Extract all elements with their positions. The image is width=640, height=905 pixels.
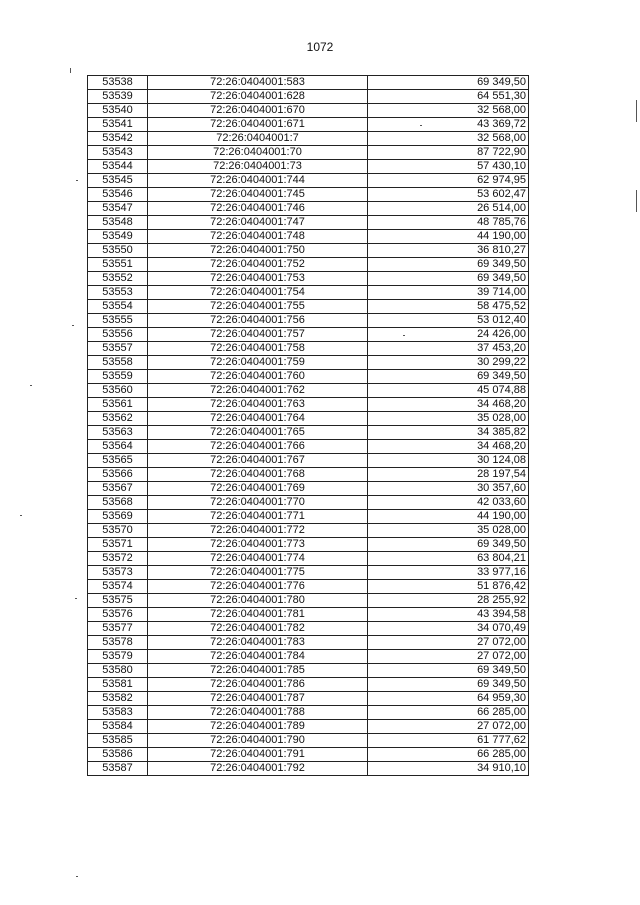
scan-speck xyxy=(76,180,78,181)
row-number-cell: 53543 xyxy=(88,146,148,160)
table-row xyxy=(88,384,529,398)
cadastral-number-cell: 72:26:0404001:790 xyxy=(148,734,368,748)
table-row xyxy=(88,566,529,580)
value-cell: 36 810,27 xyxy=(368,244,529,258)
value-cell: 34 385,82 xyxy=(368,426,529,440)
row-number-cell: 53583 xyxy=(88,706,148,720)
row-number-cell: 53562 xyxy=(88,412,148,426)
table-row xyxy=(88,244,529,258)
table-row xyxy=(88,454,529,468)
cadastral-number-cell: 72:26:0404001:747 xyxy=(148,216,368,230)
row-number-cell: 53586 xyxy=(88,748,148,762)
row-number-cell: 53542 xyxy=(88,132,148,146)
table-row xyxy=(88,552,529,566)
value-cell: 42 033,60 xyxy=(368,496,529,510)
value-cell: 66 285,00 xyxy=(368,706,529,720)
cadastral-number-cell: 72:26:0404001:755 xyxy=(148,300,368,314)
cadastral-number-cell: 72:26:0404001:783 xyxy=(148,636,368,650)
value-cell: 45 074,88 xyxy=(368,384,529,398)
value-cell: 69 349,50 xyxy=(368,370,529,384)
row-number-cell: 53574 xyxy=(88,580,148,594)
value-cell: 34 468,20 xyxy=(368,440,529,454)
cadastral-number-cell: 72:26:0404001:792 xyxy=(148,762,368,776)
value-cell: 24 426,00 xyxy=(368,328,529,342)
cadastral-number-cell: 72:26:0404001:628 xyxy=(148,90,368,104)
table-row xyxy=(88,482,529,496)
cadastral-number-cell: 72:26:0404001:744 xyxy=(148,174,368,188)
value-cell: 53 602,47 xyxy=(368,188,529,202)
cadastral-number-cell: 72:26:0404001:773 xyxy=(148,538,368,552)
value-cell: 26 514,00 xyxy=(368,202,529,216)
cadastral-number-cell: 72:26:0404001:748 xyxy=(148,230,368,244)
table-row xyxy=(88,468,529,482)
registry-table xyxy=(87,75,529,776)
cadastral-number-cell: 72:26:0404001:769 xyxy=(148,482,368,496)
row-number-cell: 53541 xyxy=(88,118,148,132)
row-number-cell: 53575 xyxy=(88,594,148,608)
cadastral-number-cell: 72:26:0404001:757 xyxy=(148,328,368,342)
value-cell: 30 299,22 xyxy=(368,356,529,370)
row-number-cell: 53585 xyxy=(88,734,148,748)
table-row xyxy=(88,412,529,426)
table-row xyxy=(88,650,529,664)
value-cell: 37 453,20 xyxy=(368,342,529,356)
table-row xyxy=(88,594,529,608)
row-number-cell: 53569 xyxy=(88,510,148,524)
value-cell: 27 072,00 xyxy=(368,636,529,650)
value-cell: 87 722,90 xyxy=(368,146,529,160)
table-row xyxy=(88,118,529,132)
value-cell: 53 012,40 xyxy=(368,314,529,328)
table-row xyxy=(88,146,529,160)
scan-speck xyxy=(636,190,637,212)
value-cell: 69 349,50 xyxy=(368,258,529,272)
cadastral-number-cell: 72:26:0404001:789 xyxy=(148,720,368,734)
scan-speck xyxy=(403,335,405,336)
table-row xyxy=(88,272,529,286)
row-number-cell: 53567 xyxy=(88,482,148,496)
cadastral-number-cell: 72:26:0404001:746 xyxy=(148,202,368,216)
row-number-cell: 53547 xyxy=(88,202,148,216)
table-row xyxy=(88,720,529,734)
table-row xyxy=(88,258,529,272)
value-cell: 35 028,00 xyxy=(368,412,529,426)
cadastral-number-cell: 72:26:0404001:752 xyxy=(148,258,368,272)
table-row xyxy=(88,132,529,146)
table-row xyxy=(88,202,529,216)
value-cell: 30 124,08 xyxy=(368,454,529,468)
row-number-cell: 53557 xyxy=(88,342,148,356)
table-row xyxy=(88,580,529,594)
table-row xyxy=(88,370,529,384)
scan-speck xyxy=(20,515,22,516)
cadastral-number-cell: 72:26:0404001:764 xyxy=(148,412,368,426)
cadastral-number-cell: 72:26:0404001:759 xyxy=(148,356,368,370)
row-number-cell: 53578 xyxy=(88,636,148,650)
row-number-cell: 53559 xyxy=(88,370,148,384)
cadastral-number-cell: 72:26:0404001:745 xyxy=(148,188,368,202)
row-number-cell: 53587 xyxy=(88,762,148,776)
cadastral-number-cell: 72:26:0404001:786 xyxy=(148,678,368,692)
row-number-cell: 53566 xyxy=(88,468,148,482)
cadastral-number-cell: 72:26:0404001:7 xyxy=(148,132,368,146)
table-row xyxy=(88,734,529,748)
row-number-cell: 53577 xyxy=(88,622,148,636)
value-cell: 27 072,00 xyxy=(368,720,529,734)
value-cell: 34 468,20 xyxy=(368,398,529,412)
cadastral-number-cell: 72:26:0404001:785 xyxy=(148,664,368,678)
value-cell: 43 369,72 xyxy=(368,118,529,132)
value-cell: 69 349,50 xyxy=(368,678,529,692)
value-cell: 69 349,50 xyxy=(368,76,529,90)
page-number: 1072 xyxy=(306,40,334,54)
table-row xyxy=(88,538,529,552)
table-row xyxy=(88,174,529,188)
cadastral-number-cell: 72:26:0404001:784 xyxy=(148,650,368,664)
value-cell: 34 910,10 xyxy=(368,762,529,776)
row-number-cell: 53549 xyxy=(88,230,148,244)
table-row xyxy=(88,342,529,356)
value-cell: 35 028,00 xyxy=(368,524,529,538)
scan-speck xyxy=(72,325,74,326)
row-number-cell: 53558 xyxy=(88,356,148,370)
cadastral-number-cell: 72:26:0404001:762 xyxy=(148,384,368,398)
row-number-cell: 53553 xyxy=(88,286,148,300)
row-number-cell: 53576 xyxy=(88,608,148,622)
table-row xyxy=(88,286,529,300)
value-cell: 57 430,10 xyxy=(368,160,529,174)
cadastral-number-cell: 72:26:0404001:781 xyxy=(148,608,368,622)
row-number-cell: 53552 xyxy=(88,272,148,286)
cadastral-number-cell: 72:26:0404001:771 xyxy=(148,510,368,524)
row-number-cell: 53555 xyxy=(88,314,148,328)
row-number-cell: 53538 xyxy=(88,76,148,90)
row-number-cell: 53556 xyxy=(88,328,148,342)
cadastral-number-cell: 72:26:0404001:73 xyxy=(148,160,368,174)
table-row xyxy=(88,748,529,762)
row-number-cell: 53546 xyxy=(88,188,148,202)
table-row xyxy=(88,426,529,440)
cadastral-number-cell: 72:26:0404001:671 xyxy=(148,118,368,132)
cadastral-number-cell: 72:26:0404001:670 xyxy=(148,104,368,118)
table-row xyxy=(88,230,529,244)
value-cell: 28 197,54 xyxy=(368,468,529,482)
cadastral-number-cell: 72:26:0404001:788 xyxy=(148,706,368,720)
row-number-cell: 53560 xyxy=(88,384,148,398)
cadastral-number-cell: 72:26:0404001:753 xyxy=(148,272,368,286)
value-cell: 51 876,42 xyxy=(368,580,529,594)
cadastral-number-cell: 72:26:0404001:768 xyxy=(148,468,368,482)
cadastral-number-cell: 72:26:0404001:780 xyxy=(148,594,368,608)
row-number-cell: 53572 xyxy=(88,552,148,566)
table-row xyxy=(88,104,529,118)
cadastral-number-cell: 72:26:0404001:754 xyxy=(148,286,368,300)
value-cell: 48 785,76 xyxy=(368,216,529,230)
row-number-cell: 53581 xyxy=(88,678,148,692)
value-cell: 43 394,58 xyxy=(368,608,529,622)
scan-speck xyxy=(76,876,78,877)
row-number-cell: 53551 xyxy=(88,258,148,272)
table-row xyxy=(88,188,529,202)
row-number-cell: 53545 xyxy=(88,174,148,188)
cadastral-number-cell: 72:26:0404001:766 xyxy=(148,440,368,454)
table-row xyxy=(88,398,529,412)
cadastral-number-cell: 72:26:0404001:583 xyxy=(148,76,368,90)
table-row xyxy=(88,440,529,454)
row-number-cell: 53570 xyxy=(88,524,148,538)
scan-speck xyxy=(636,100,637,122)
cadastral-number-cell: 72:26:0404001:760 xyxy=(148,370,368,384)
table-row xyxy=(88,608,529,622)
value-cell: 62 974,95 xyxy=(368,174,529,188)
value-cell: 64 551,30 xyxy=(368,90,529,104)
value-cell: 28 255,92 xyxy=(368,594,529,608)
row-number-cell: 53573 xyxy=(88,566,148,580)
value-cell: 44 190,00 xyxy=(368,510,529,524)
row-number-cell: 53540 xyxy=(88,104,148,118)
table-row xyxy=(88,90,529,104)
value-cell: 32 568,00 xyxy=(368,132,529,146)
value-cell: 27 072,00 xyxy=(368,650,529,664)
row-number-cell: 53550 xyxy=(88,244,148,258)
value-cell: 66 285,00 xyxy=(368,748,529,762)
table-row xyxy=(88,692,529,706)
cadastral-number-cell: 72:26:0404001:774 xyxy=(148,552,368,566)
table-row xyxy=(88,356,529,370)
table-row xyxy=(88,524,529,538)
table-row xyxy=(88,706,529,720)
value-cell: 58 475,52 xyxy=(368,300,529,314)
cadastral-number-cell: 72:26:0404001:756 xyxy=(148,314,368,328)
row-number-cell: 53563 xyxy=(88,426,148,440)
table-row xyxy=(88,622,529,636)
row-number-cell: 53565 xyxy=(88,454,148,468)
cadastral-number-cell: 72:26:0404001:767 xyxy=(148,454,368,468)
table-row xyxy=(88,76,529,90)
cadastral-number-cell: 72:26:0404001:791 xyxy=(148,748,368,762)
table-row xyxy=(88,328,529,342)
value-cell: 30 357,60 xyxy=(368,482,529,496)
cadastral-number-cell: 72:26:0404001:763 xyxy=(148,398,368,412)
registry-table-body xyxy=(88,76,529,776)
row-number-cell: 53539 xyxy=(88,90,148,104)
row-number-cell: 53579 xyxy=(88,650,148,664)
row-number-cell: 53571 xyxy=(88,538,148,552)
scan-speck xyxy=(30,385,32,386)
table-row xyxy=(88,510,529,524)
cadastral-number-cell: 72:26:0404001:775 xyxy=(148,566,368,580)
value-cell: 63 804,21 xyxy=(368,552,529,566)
row-number-cell: 53564 xyxy=(88,440,148,454)
table-row xyxy=(88,678,529,692)
table-row xyxy=(88,496,529,510)
value-cell: 69 349,50 xyxy=(368,664,529,678)
row-number-cell: 53554 xyxy=(88,300,148,314)
value-cell: 69 349,50 xyxy=(368,538,529,552)
scan-speck xyxy=(75,598,77,599)
value-cell: 64 959,30 xyxy=(368,692,529,706)
value-cell: 69 349,50 xyxy=(368,272,529,286)
table-row xyxy=(88,216,529,230)
row-number-cell: 53548 xyxy=(88,216,148,230)
cadastral-number-cell: 72:26:0404001:70 xyxy=(148,146,368,160)
table-row xyxy=(88,664,529,678)
table-row xyxy=(88,762,529,776)
value-cell: 32 568,00 xyxy=(368,104,529,118)
cadastral-number-cell: 72:26:0404001:758 xyxy=(148,342,368,356)
scan-speck xyxy=(70,68,71,73)
cadastral-number-cell: 72:26:0404001:776 xyxy=(148,580,368,594)
cadastral-number-cell: 72:26:0404001:765 xyxy=(148,426,368,440)
row-number-cell: 53568 xyxy=(88,496,148,510)
value-cell: 34 070,49 xyxy=(368,622,529,636)
cadastral-number-cell: 72:26:0404001:770 xyxy=(148,496,368,510)
row-number-cell: 53561 xyxy=(88,398,148,412)
value-cell: 39 714,00 xyxy=(368,286,529,300)
table-row xyxy=(88,160,529,174)
value-cell: 33 977,16 xyxy=(368,566,529,580)
cadastral-number-cell: 72:26:0404001:750 xyxy=(148,244,368,258)
row-number-cell: 53584 xyxy=(88,720,148,734)
cadastral-number-cell: 72:26:0404001:772 xyxy=(148,524,368,538)
value-cell: 44 190,00 xyxy=(368,230,529,244)
table-row xyxy=(88,636,529,650)
row-number-cell: 53580 xyxy=(88,664,148,678)
cadastral-number-cell: 72:26:0404001:782 xyxy=(148,622,368,636)
row-number-cell: 53544 xyxy=(88,160,148,174)
row-number-cell: 53582 xyxy=(88,692,148,706)
scan-speck xyxy=(420,125,422,126)
value-cell: 61 777,62 xyxy=(368,734,529,748)
table-row xyxy=(88,300,529,314)
cadastral-number-cell: 72:26:0404001:787 xyxy=(148,692,368,706)
table-row xyxy=(88,314,529,328)
